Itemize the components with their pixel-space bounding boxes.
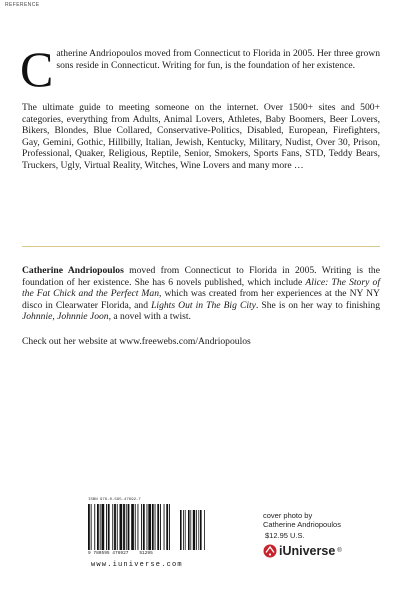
- cover-photo-credit: [263, 511, 393, 529]
- iuniverse-logo-icon: [263, 544, 277, 558]
- barcode-block: [23, 498, 213, 586]
- barcode-icon: [88, 504, 208, 552]
- cover-photo-label: cover photo by: [263, 511, 313, 520]
- novel-title-2: Lights Out in The Big City: [151, 299, 256, 311]
- price: $12.95 U.S.: [265, 531, 305, 540]
- author-bio-text-3: . She is on her way to finishing: [255, 299, 380, 311]
- website-line: Check out her website at www.freewebs.com/Andriopoulos: [22, 336, 251, 347]
- barcode-digits: [88, 551, 153, 556]
- barcode-ean-digits: 9 780595 476927: [88, 551, 129, 556]
- drop-cap: C: [20, 41, 54, 97]
- publisher-url: www.iuniverse.com: [91, 561, 183, 569]
- author-bio-text-2: , which was created from her experiences at the NY NY disco in Clearwater Florida, and: [22, 288, 380, 311]
- author-bio-intro-text: atherine Andriopoulos moved from Connecticut to Florida in 2005. Her three grown sons reside in Connecticut. Writing for fun, is the foundation of her existence.: [56, 48, 380, 71]
- registered-mark: ®: [337, 548, 342, 554]
- novel-title-3: Johnnie, Johnnie Joon: [22, 311, 109, 323]
- novel-title-1: Alice: The Story of the Fat Chick and the Perfect Man: [22, 276, 381, 300]
- cover-photo-name: Catherine Andriopoulos: [263, 520, 341, 529]
- barcode-price-code: 51295: [139, 551, 153, 556]
- barcode-isbn-text: ISBN 978-0-595-47692-7: [88, 498, 141, 502]
- category-label: REFERENCE: [5, 2, 40, 8]
- author-bio: [22, 265, 380, 323]
- author-bio-text-1: moved from Connecticut to Florida in 2005. Writing is the foundation of her existence. She has 6 novels published, which include: [22, 265, 380, 288]
- publisher-logo: [263, 543, 342, 559]
- author-bio-text-4: , a novel with a twist.: [108, 311, 191, 323]
- book-description: The ultimate guide to meeting someone on the internet. Over 1500+ sites and 500+ categories, everything from Adults, Animal Lovers, Athletes, Baby Boomers, Beer Lovers, Bikers, Blondes, Blue Collared, Conservative-Politics, Disabled, European, Firefighters, Gay, Gemini, Gothic, Hillbilly, Italian, Jewish, Kentucky, Military, Nudist, Over 30, Prison, Professional, Quaker, Religious, Reptile, Senior, Smokers, Sports Fans, STD, Teddy Bears, Truckers, Ugly, Virtual Reality, Witches, Wine Lovers and many more …: [22, 102, 380, 171]
- publisher-name: iUniverse: [279, 544, 336, 558]
- author-name: Catherine Andriopoulos: [22, 265, 124, 276]
- section-divider: [22, 246, 380, 247]
- author-bio-intro: [20, 41, 380, 97]
